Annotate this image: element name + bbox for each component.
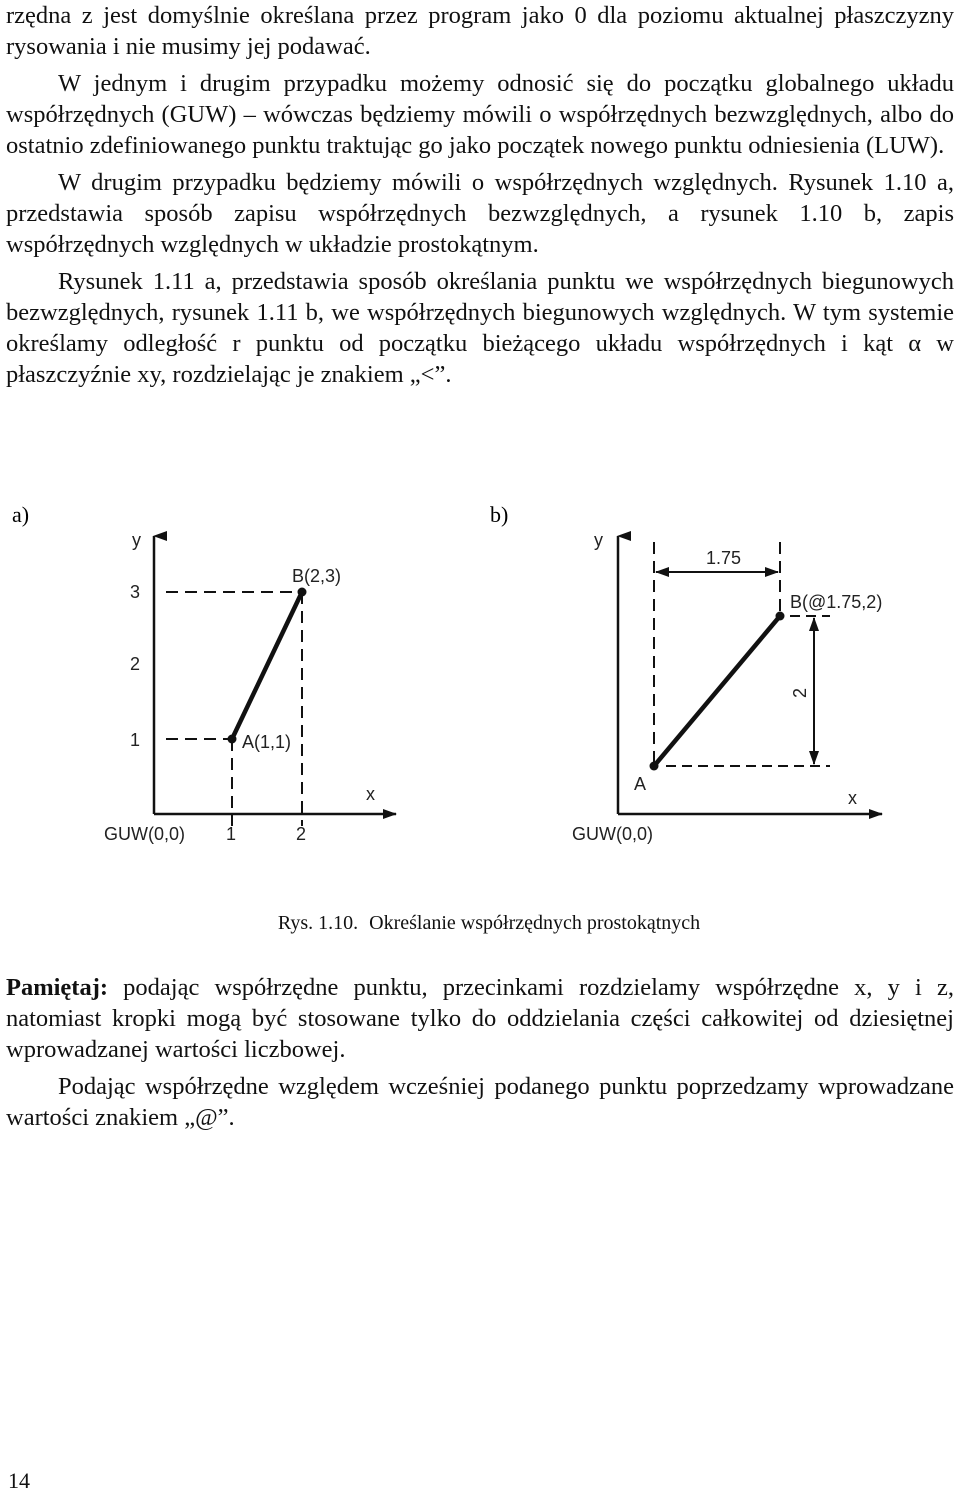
caption-text: Określanie współrzędnych prostokątnych [369,912,701,934]
panel-a-origin-label: GUW(0,0) [104,824,185,844]
panel-a-y-tick-2: 2 [130,654,141,674]
panel-a-segment-ab [232,592,302,739]
caption-prefix: Rys. 1.10. [277,912,359,934]
panel-b-label: b) [490,502,509,527]
paragraph-2: W jednym i drugim przypadku możemy odnosić się do początku globalnego układu współrzędnych (GUW) – wówczas będziemy mówili o współrzędnych bezwzględnych, albo do ostatnio zdefiniowanego punktu traktując go jako początek nowego punktu odniesienia (LUW). [6,70,954,159]
panel-a-label: a) [12,502,30,527]
panel-a-x-label: x [366,784,375,804]
body-text-bottom [6,972,954,1139]
panel-a-point-a-label: A(1,1) [242,732,292,752]
panel-b-diagram [572,530,882,844]
panel-a-y-tick-1: 1 [130,730,141,750]
last-paragraph: Podając współrzędne względem wcześniej podanego punktu poprzedzamy wprowadzane wartości znakiem „@”. [6,1073,954,1131]
panel-a-point-b [298,588,307,597]
remember-text: podając współrzędne punktu, przecinkami rozdzielamy współrzędne x, y i z, natomiast kropki mogą być stosowane tylko do oddzielania części całkowitej od dziesiętnej wprowadzanej wartości liczbowej. [6,974,954,1063]
panel-b-dim-vertical-label: 2 [790,687,810,698]
panel-b-segment-ab [654,616,780,766]
panel-a-x-tick-2: 2 [296,824,307,844]
panel-a-x-tick-1: 1 [226,824,237,844]
paragraph-1: rzędna z jest domyślnie określana przez program jako 0 dla poziomu aktualnej płaszczyzny rysowania i nie musimy jej podawać. [6,2,954,60]
panel-b-origin-label: GUW(0,0) [572,824,653,844]
panel-a-y-label: y [132,530,141,550]
remember-paragraph [6,972,954,1065]
figure-1-10 [6,498,954,908]
panel-b-point-b [776,612,785,621]
paragraph-3: W drugim przypadku będziemy mówili o współrzędnych względnych. Rysunek 1.10 a, przedstawia sposób zapisu współrzędnych bezwzględnych, a rysunek 1.10 b, zapis współrzędnych względnych w układzie prostokątnym. [6,169,954,258]
panel-a-diagram [104,530,396,844]
panel-b-point-b-label: B(@1.75,2) [790,592,883,612]
remember-label: Pamiętaj: [6,974,109,1001]
document-page [6,0,954,1496]
panel-b-dim-horizontal-label: 1.75 [706,548,742,568]
panel-b-y-label: y [594,530,603,550]
panel-b-point-a [650,762,659,771]
body-text-top [6,0,954,390]
page-number: 14 [8,1468,30,1493]
panel-b-x-label: x [848,788,857,808]
panel-a-point-a [228,735,237,744]
coordinate-diagrams [6,498,954,908]
figure-caption [6,912,954,935]
panel-a-y-tick-3: 3 [130,582,141,602]
panel-a-point-b-label: B(2,3) [292,566,342,586]
paragraph-4: Rysunek 1.11 a, przedstawia sposób określania punktu we współrzędnych biegunowych bezwzględnych, rysunek 1.11 b, we współrzędnych biegunowych względnych. W tym systemie określamy odległość r punktu od początku bieżącego układu współrzędnych i kąt α w płaszczyźnie xy, rozdzielając je znakiem „<”. [6,268,954,388]
panel-b-point-a-label: A [634,774,647,794]
